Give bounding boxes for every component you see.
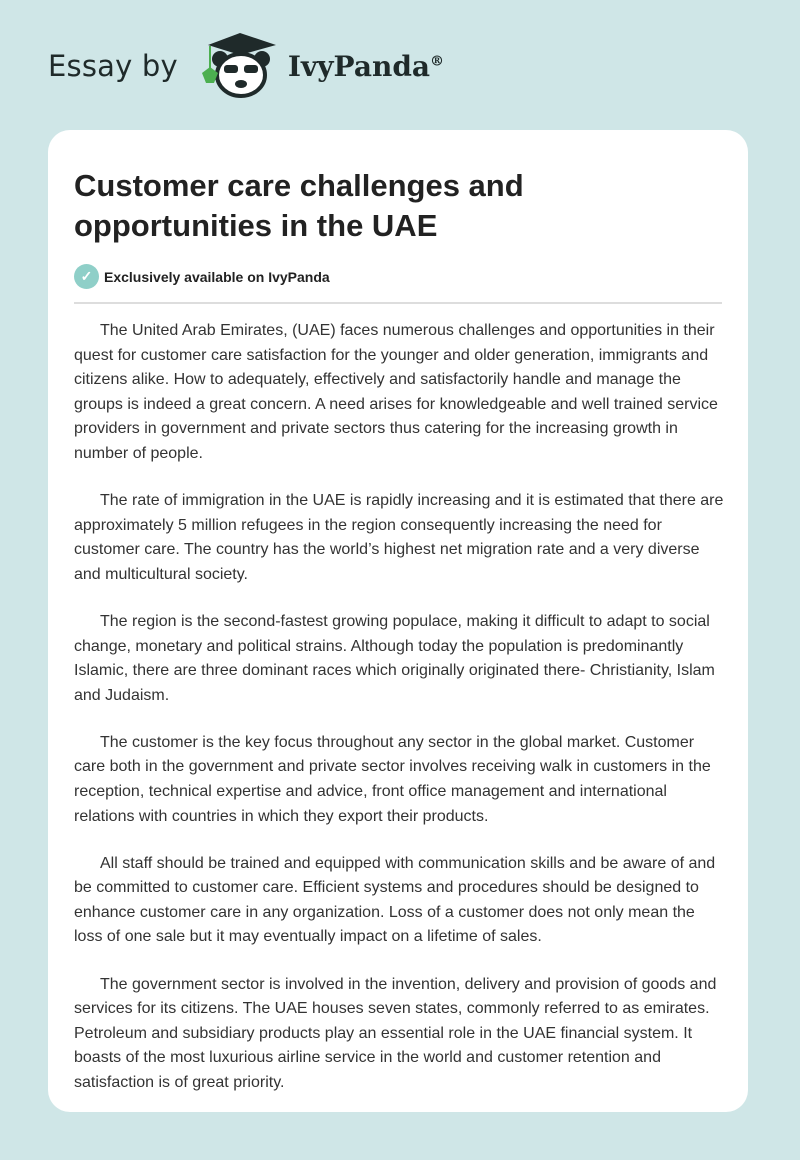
paragraph: The customer is the key focus throughout any sector in the global market. Customer care both in the government and private sector involves receiving walk in customers in the reception, technical expertise and advice, front office management and international relations with countries in which they export their products. <box>74 733 711 825</box>
paragraph: All staff should be trained and equipped with communication skills and be aware of and be committed to customer care. Efficient systems and procedures should be designed to enhance customer care in any organization. Loss of a customer does not only mean the loss of one sale but it may eventually impact on a lifetime of sales. <box>74 854 716 946</box>
registered-mark: ® <box>430 53 445 70</box>
divider <box>74 302 722 304</box>
essay-card <box>48 130 748 1112</box>
site-header <box>48 36 444 96</box>
essay-body <box>74 319 724 1118</box>
brand-text: IvyPanda <box>287 49 431 83</box>
essay-title: Customer care challenges and opportunities in the UAE <box>74 168 524 243</box>
paragraph: The government sector is involved in the invention, delivery and provision of goods and services for its citizens. The UAE houses seven states, commonly referred to as emirates. Petroleum and subsidiary products play an essential role in the UAE financial system. It boasts of the most luxurious airline service in the world and customer retention and satisfaction is of great priority. <box>74 975 717 1091</box>
ivypanda-logo-icon[interactable] <box>198 31 282 101</box>
brand-name[interactable] <box>288 50 444 83</box>
paragraph: The United Arab Emirates, (UAE) faces numerous challenges and opportunities in their quest for customer care satisfaction for the younger and older generation, immigrants and citizens alike. How to adequately, effectively and satisfactorily handle and manage the groups is indeed a great concern. A need arises for knowledgeable and well trained service providers in government and private sectors thus catering for the increasing growth in number of people. <box>74 322 718 462</box>
exclusive-badge-text: Exclusively available on IvyPanda <box>104 268 330 285</box>
check-icon: ✓ <box>74 264 99 289</box>
paragraph: The region is the second-fastest growing populace, making it difficult to adapt to social change, monetary and political strains. Although today the population is predominantly Islamic, there are three dominant races which originally originated there- Christianity, Islam and Judaism. <box>74 612 715 704</box>
essay-by-label: Essay by <box>48 49 178 83</box>
paragraph: The rate of immigration in the UAE is rapidly increasing and it is estimated that there are approximately 5 million refugees in the region consequently increasing the need for customer care. The country has the world’s highest net migration rate and a very diverse and multicultural society. <box>74 492 724 583</box>
exclusive-badge <box>74 264 330 289</box>
